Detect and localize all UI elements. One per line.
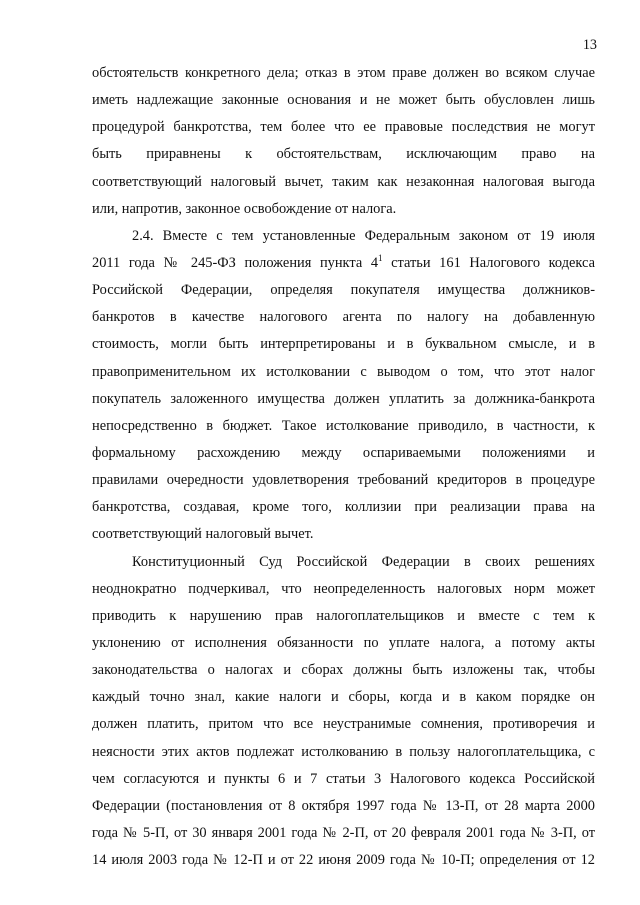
text-line: должен платить, притом что все неустранимые сомнения, противоречия и xyxy=(92,716,595,733)
text-line: Федерации (постановления от 8 октября 1997 года № 13-П, от 28 марта 2000 xyxy=(92,797,595,814)
text-line: приводить к нарушению прав налогоплательщиков и вместе с тем к xyxy=(92,607,595,624)
text-line: формальному расхождению между оспариваемыми положениями и xyxy=(92,444,595,461)
text-line: 2.4. Вместе с тем установленные Федеральным законом от 19 июля xyxy=(132,227,595,244)
text-line: правилами очередности удовлетворения требований кредиторов в процедуре xyxy=(92,472,595,489)
text-line: иметь надлежащие законные основания и не может быть обусловлен лишь xyxy=(92,92,595,109)
superscript: 1 xyxy=(378,253,383,264)
text-line xyxy=(92,250,595,277)
text-line: Конституционный Суд Российской Федерации в своих решениях xyxy=(132,553,595,570)
text-line: быть приравнены к обстоятельствам, исключающим право на xyxy=(92,146,595,163)
paragraph xyxy=(92,549,595,875)
page-number: 13 xyxy=(582,37,597,53)
text-line: соответствующий налоговый вычет, таким как незаконная налоговая выгода xyxy=(92,173,595,190)
text-line: процедурой банкротства, тем более что ее правовые последствия не могут xyxy=(92,119,595,136)
text-line: покупатель заложенного имущества должен уплатить за должника-банкрота xyxy=(92,390,595,407)
text-line: банкротов в качестве налогового агента по налогу на добавленную xyxy=(92,309,595,326)
text-line: чем согласуются и пункты 6 и 7 статьи 3 Налогового кодекса Российской xyxy=(92,770,595,787)
text-line: законодательства о налогах и сборах должны быть изложены так, чтобы xyxy=(92,662,595,679)
text-line: банкротства, создавая, кроме того, коллизии при реализации права на xyxy=(92,499,595,516)
text-line: или, напротив, законное освобождение от налога. xyxy=(92,200,397,217)
text-fragment: статьи 161 Налогового кодекса xyxy=(382,254,595,271)
paragraph xyxy=(92,60,595,223)
text-line: соответствующий налоговый вычет. xyxy=(92,526,314,543)
text-line: 14 июля 2003 года № 12-П и от 22 июня 2009 года № 10-П; определения от 12 xyxy=(92,852,595,869)
paragraph xyxy=(92,223,595,549)
document-body xyxy=(92,60,595,874)
text-line: уклонению от исполнения обязанности по уплате налога, а потому акты xyxy=(92,634,595,651)
text-line: Российской Федерации, определяя покупателя имущества должников- xyxy=(92,282,595,299)
text-fragment: 2011 года № 245-ФЗ положения пункта 4 xyxy=(92,254,379,271)
text-line: обстоятельств конкретного дела; отказ в этом праве должен во всяком случае xyxy=(92,65,595,81)
text-line: стоимость, могли быть интерпретированы и в буквальном смысле, и в xyxy=(92,336,595,353)
text-line: непосредственно в бюджет. Такое истолкование приводило, в частности, к xyxy=(92,417,595,434)
text-line: неоднократно подчеркивал, что неопределенность налоговых норм может xyxy=(92,580,595,597)
text-line: года № 5-П, от 30 января 2001 года № 2-П, от 20 февраля 2001 года № 3-П, от xyxy=(92,824,595,841)
text-line: неясности этих актов подлежат истолкованию в пользу налогоплательщика, с xyxy=(92,743,595,760)
text-line: каждый точно знал, какие налоги и сборы, когда и в каком порядке он xyxy=(92,689,595,706)
text-line: правоприменительном их истолковании с выводом о том, что этот налог xyxy=(92,363,595,380)
